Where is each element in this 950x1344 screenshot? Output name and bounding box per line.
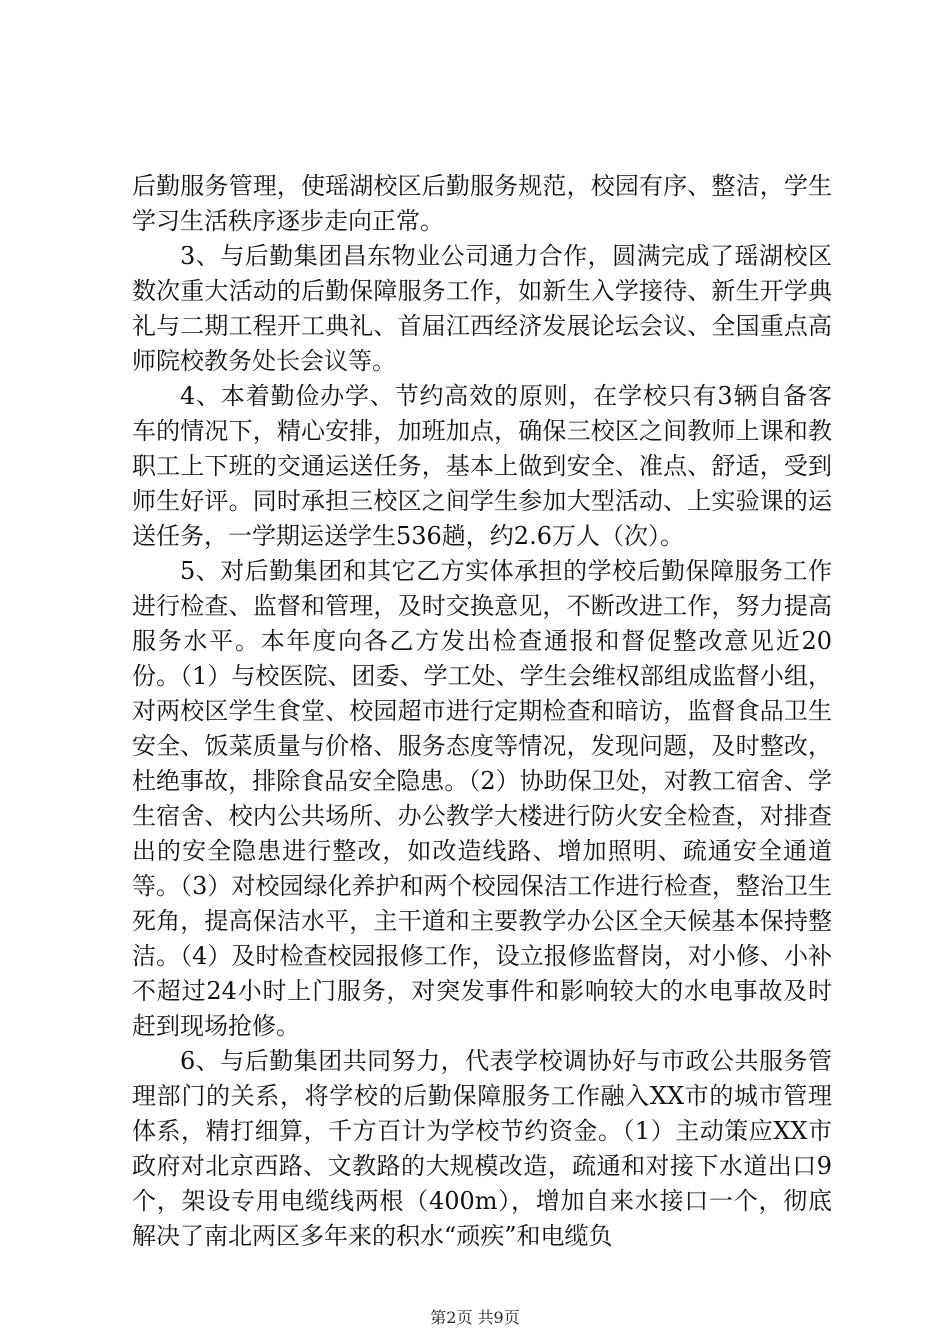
paragraph-item-6: 6、与后勤集团共同努力，代表学校调协好与市政公共服务管理部门的关系，将学校的后勤保障服务工作融入XX市的城市管理体系，精打细算，千方百计为学校节约资金。（1）主动策应XX市政府对北京西路、文教路的大规模改造，疏通和对接下水道出口9个，架设专用电缆线两根（400m），增加自来水接口一个，彻底解决了南北两区多年来的积水“顽疾”和电缆负 xyxy=(132,1047,832,1250)
paragraph-item-5: 5、对后勤集团和其它乙方实体承担的学校后勤保障服务工作进行检查、监督和管理，及时交换意见，不断改进工作，努力提高服务水平。本年度向各乙方发出检查通报和督促整改意见近20份。（1）与校医院、团委、学工处、学生会维权部组成监督小组，对两校区学生食堂、校园超市进行定期检查和暗访，监督食品卫生安全、饭菜质量与价格、服务态度等情况，发现问题，及时整改，杜绝事故，排除食品安全隐患。（2）协助保卫处，对教工宿舍、学生宿舍、校内公共场所、办公教学大楼进行防火安全检查，对排查出的安全隐患进行整改，如改造线路、增加照明、疏通安全通道等。（3）对校园绿化养护和两个校园保洁工作进行检查，整治卫生死角，提高保洁水平，主干道和主要教学办公区全天候基本保持整洁。（4）及时检查校园报修工作，设立报修监督岗，对小修、小补不超过24小时上门服务，对突发事件和影响较大的水电事故及时赶到现场抢修。 xyxy=(132,557,832,1040)
paragraph-continuation: 后勤服务管理，使瑶湖校区后勤服务规范，校园有序、整洁，学生学习生活秩序逐步走向正常。 xyxy=(132,172,832,235)
paragraph-item-4: 4、本着勤俭办学、节约高效的原则，在学校只有3辆自备客车的情况下，精心安排，加班加点，确保三校区之间教师上课和教职工上下班的交通运送任务，基本上做到安全、准点、舒适，受到师生好评。同时承担三校区之间学生参加大型活动、上实验课的运送任务，一学期运送学生536趟，约2.6万人（次）。 xyxy=(132,382,832,550)
page-number-footer: 第2页 共9页 xyxy=(430,1308,520,1327)
document-body xyxy=(132,169,832,1254)
paragraph-item-3: 3、与后勤集团昌东物业公司通力合作，圆满完成了瑶湖校区数次重大活动的后勤保障服务工作，如新生入学接待、新生开学典礼与二期工程开工典礼、首届江西经济发展论坛会议、全国重点高师院校教务处长会议等。 xyxy=(132,242,832,375)
